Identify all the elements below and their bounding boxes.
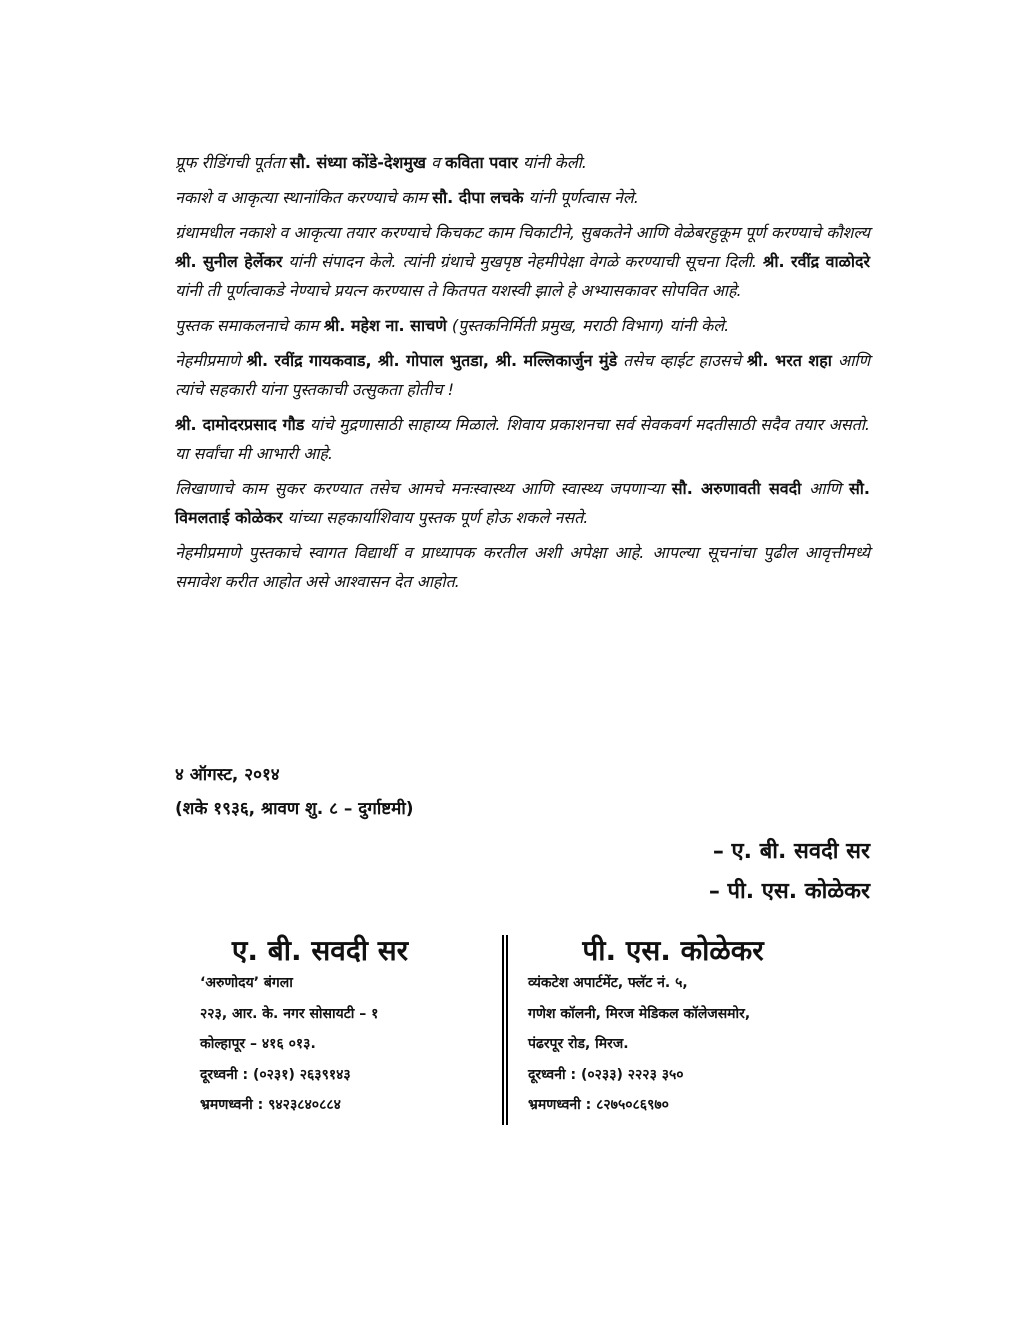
address-line: कोल्हापूर – ४१६ ०१३.: [200, 1036, 316, 1052]
text-segment: नेहमीप्रमाणे पुस्तकाचे स्वागत विद्यार्थी व प्राध्यापक करतील अशी अपेक्षा आहे. आपल्या सूचनांचा पुढील आवृत्तीमध्ये समावेश करीत आहोत असे आश्वासन देत आहोत.: [175, 543, 870, 591]
date-line: ४ ऑगस्ट, २०१४: [175, 765, 280, 785]
person-name: श्री. रवींद्र वाळोदरे: [763, 252, 870, 271]
signature-2: – पी. एस. कोळेकर: [708, 879, 870, 904]
paragraph: [175, 148, 870, 177]
paragraph: [175, 311, 870, 340]
person-name: सौ. दीपा लचके: [432, 188, 524, 207]
text-segment: लिखाणाचे काम सुकर करण्यात तसेच आमचे मनःस्वास्थ्य आणि स्वास्थ्य जपणाऱ्या: [175, 479, 672, 498]
person-name: सौ. विमलताई कोळेकर: [175, 479, 870, 527]
phone-line: दूरध्वनी : (०२३१) २६३९१४३: [200, 1066, 351, 1083]
preface-body: [175, 148, 870, 602]
address-line: पंढरपूर रोड, मिरज.: [528, 1036, 629, 1052]
address-line: २२३, आर. के. नगर सोसायटी – १: [200, 1005, 379, 1022]
text-segment: यांनी केली.: [517, 153, 587, 172]
address-name: ए. बी. सवदी सर: [231, 934, 409, 967]
calendar-date-line: (शके १९३६, श्रावण शु. ८ – दुर्गाष्टमी): [175, 799, 414, 819]
paragraph: [175, 218, 870, 305]
text-segment: यांनी पूर्णत्वास नेले.: [523, 188, 639, 207]
text-segment: व: [425, 153, 446, 172]
paragraph: [175, 538, 870, 596]
person-name: कविता पवार: [445, 153, 518, 172]
text-segment: प्रूफ रीडिंगची पूर्तता: [175, 153, 290, 172]
text-segment: तसेच व्हाईट हाउसचे: [617, 351, 747, 370]
address-name: पी. एस. कोळेकर: [582, 934, 764, 967]
paragraph: [175, 183, 870, 212]
address-line: ‘अरुणोदय’ बंगला: [200, 975, 293, 991]
signatures: [709, 832, 870, 912]
text-segment: पुस्तक समाकलनाचे काम: [175, 316, 324, 335]
paragraph: [175, 474, 870, 532]
person-name: सौ. संध्या कोंडे-देशमुख: [289, 153, 426, 172]
person-name: श्री. दामोदरप्रसाद गौड: [175, 415, 305, 434]
text-segment: यांचे मुद्रणासाठी साहाय्य मिळाले. शिवाय प्रकाशनचा सर्व सेवकवर्ग मदतीसाठी सदैव तयार असतो. या सर्वांचा मी आभारी आहे.: [175, 415, 870, 463]
text-segment: नेहमीप्रमाणे: [175, 351, 247, 370]
text-segment: आणि त्यांचे सहकारी यांना पुस्तकाची उत्सुकता होतीच !: [175, 351, 871, 399]
person-name: श्री. भरत शहा: [746, 351, 832, 370]
phone-line: दूरध्वनी : (०२३३) २२२३ ३५०: [528, 1066, 684, 1083]
text-segment: यांनी संपादन केले. त्यांनी ग्रंथाचे मुखपृष्ठ नेहमीपेक्षा वेगळे करण्याची सूचना दिली.: [282, 252, 764, 271]
text-segment: (पुस्तकनिर्मिती प्रमुख, मराठी विभाग) यांनी केले.: [446, 316, 730, 335]
mobile-line: भ्रमणध्वनी : ८२७५०८६९७०: [528, 1097, 669, 1113]
text-segment: यांनी ती पूर्णत्वाकडे नेण्याचे प्रयत्न करण्यास ते कितपत यशस्वी झाले हे अभ्यासकावर सोपवित आहे.: [175, 281, 742, 300]
text-segment: आणि: [801, 479, 849, 498]
person-name: श्री. सुनील हेर्लेकर: [175, 252, 283, 271]
text-segment: यांच्या सहकार्याशिवाय पुस्तक पूर्ण होऊ शकले नसते.: [282, 508, 589, 527]
date-block: [175, 758, 414, 826]
paragraph: [175, 346, 870, 404]
address-block-kolekar: [528, 934, 848, 1121]
person-name: श्री. रवींद्र गायकवाड, श्री. गोपाल भुतडा, श्री. मल्लिकार्जुन मुंडे: [246, 351, 618, 370]
address-line: गणेश कॉलनी, मिरज मेडिकल कॉलेजसमोर,: [528, 1005, 751, 1022]
mobile-line: भ्रमणध्वनी : ९४२३८४०८८४: [200, 1097, 341, 1113]
text-segment: नकाशे व आकृत्या स्थानांकित करण्याचे काम: [175, 188, 433, 207]
address-block-savadi: [200, 934, 480, 1121]
person-name: सौ. अरुणावती सवदी: [671, 479, 802, 498]
paragraph: [175, 410, 870, 468]
person-name: श्री. महेश ना. साचणे: [323, 316, 447, 335]
text-segment: ग्रंथामधील नकाशे व आकृत्या तयार करण्याचे किचकट काम चिकाटीने, सुबकतेने आणि वेळेबरहुकूम पूर्ण करण्याचे कौशल्य: [175, 223, 870, 242]
address-line: व्यंकटेश अपार्टमेंट, फ्लॅट नं. ५,: [528, 975, 688, 991]
signature-1: – ए. बी. सवदी सर: [712, 839, 870, 864]
